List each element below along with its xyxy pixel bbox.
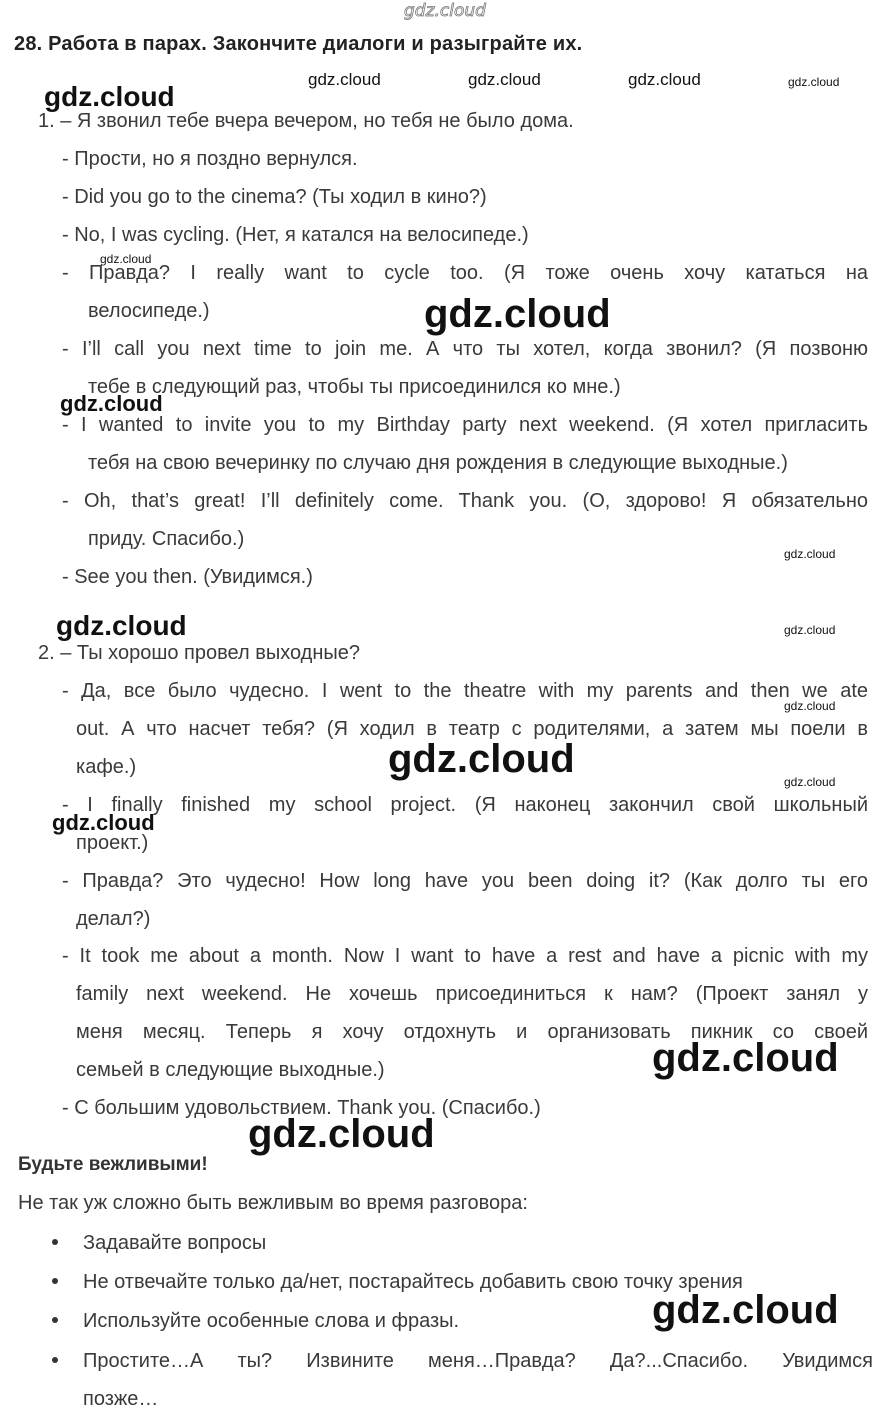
watermark: gdz.cloud: [248, 1112, 435, 1156]
dialogue1-line: - I wanted to invite you to my Birthday party next weekend. (Я хотел пригласить: [62, 414, 868, 436]
dialogue1-line-cont: велосипеде.): [88, 300, 210, 322]
watermark: gdz.cloud: [44, 81, 175, 112]
dialogue2-line: 2. – Ты хорошо провел выходные?: [38, 642, 361, 664]
bullet-icon: [52, 1317, 58, 1323]
dialogue2-line-cont: семьей в следующие выходные.): [76, 1059, 385, 1081]
bullet-item: Используйте особенные слова и фразы.: [83, 1310, 460, 1332]
dialogue1-line-cont: тебя на свою вечеринку по случаю дня рождения в следующие выходные.): [88, 452, 788, 474]
watermark: gdz.cloud: [784, 623, 836, 637]
bullet-icon: [52, 1357, 58, 1363]
watermark-top: gdz.cloud: [404, 1, 486, 21]
watermark: gdz.cloud: [628, 70, 701, 89]
bullet-item: Не отвечайте только да/нет, постарайтесь добавить свою точку зрения: [83, 1271, 743, 1293]
dialogue2-line-cont: out. А что насчет тебя? (Я ходил в театр с родителями, а затем мы поели в: [76, 718, 868, 740]
watermark: gdz.cloud: [788, 75, 840, 89]
bullet-icon: [52, 1278, 58, 1284]
dialogue2-line: - Правда? Это чудесно! How long have you been doing it? (Как долго ты его: [62, 870, 868, 892]
dialogue1-line: - Did you go to the cinema? (Ты ходил в кино?): [62, 186, 487, 208]
watermark: gdz.cloud: [468, 70, 541, 89]
task-title: 28. Работа в парах. Закончите диалоги и разыграйте их.: [14, 33, 583, 55]
dialogue2-line: - С большим удовольствием. Thank you. (Спасибо.): [62, 1097, 541, 1119]
dialogue1-line-cont: приду. Спасибо.): [88, 528, 245, 550]
dialogue1-line: - Oh, that’s great! I’ll definitely come. Thank you. (О, здорово! Я обязательно: [62, 490, 868, 512]
dialogue1-line: - I’ll call you next time to join me. А что ты хотел, когда звонил? (Я позвоню: [62, 338, 868, 360]
dialogue2-line: - It took me about a month. Now I want to have a rest and have a picnic with my: [62, 945, 868, 967]
watermark: gdz.cloud: [784, 699, 836, 713]
dialogue2-line: - I finally finished my school project. (Я наконец закончил свой школьный: [62, 794, 868, 816]
section-intro: Не так уж сложно быть вежливым во время разговора:: [18, 1192, 528, 1214]
bullet-item-cont: позже…: [83, 1388, 159, 1410]
dialogue1-line-cont: тебе в следующий раз, чтобы ты присоединился ко мне.): [88, 376, 621, 398]
watermark: gdz.cloud: [388, 737, 575, 781]
dialogue1-line: 1. – Я звонил тебе вчера вечером, но тебя не было дома.: [38, 110, 574, 132]
dialogue2-line-cont: меня месяц. Теперь я хочу отдохнуть и организовать пикник со своей: [76, 1021, 868, 1043]
dialogue2-line: - Да, все было чудесно. I went to the theatre with my parents and then we ate: [62, 680, 868, 702]
watermark: gdz.cloud: [784, 547, 836, 561]
watermark: gdz.cloud: [56, 610, 187, 641]
bullet-icon: [52, 1239, 58, 1245]
watermark: gdz.cloud: [60, 391, 163, 416]
watermark: gdz.cloud: [424, 292, 611, 336]
dialogue1-line: - See you then. (Увидимся.): [62, 566, 313, 588]
dialogue1-line: - No, I was cycling. (Нет, я катался на велосипеде.): [62, 224, 529, 246]
dialogue2-line-cont: делал?): [76, 908, 151, 930]
dialogue1-line: - Прости, но я поздно вернулся.: [62, 148, 358, 170]
section-title: Будьте вежливыми!: [18, 1154, 208, 1175]
bullet-item: Простите…А ты? Извините меня…Правда? Да?...Спасибо. Увидимся: [83, 1350, 873, 1372]
watermark: gdz.cloud: [652, 1036, 839, 1080]
dialogue2-line-cont: кафе.): [76, 756, 137, 778]
watermark: gdz.cloud: [784, 775, 836, 789]
watermark: gdz.cloud: [100, 252, 152, 266]
watermark: gdz.cloud: [308, 70, 381, 89]
watermark: gdz.cloud: [52, 810, 155, 835]
dialogue2-line-cont: проект.): [76, 832, 149, 854]
bullet-item: Задавайте вопросы: [83, 1232, 267, 1254]
dialogue1-line: - Правда? I really want to cycle too. (Я тоже очень хочу кататься на: [62, 262, 868, 284]
watermark: gdz.cloud: [652, 1288, 839, 1332]
dialogue2-line-cont: family next weekend. Не хочешь присоединиться к нам? (Проект занял у: [76, 983, 868, 1005]
